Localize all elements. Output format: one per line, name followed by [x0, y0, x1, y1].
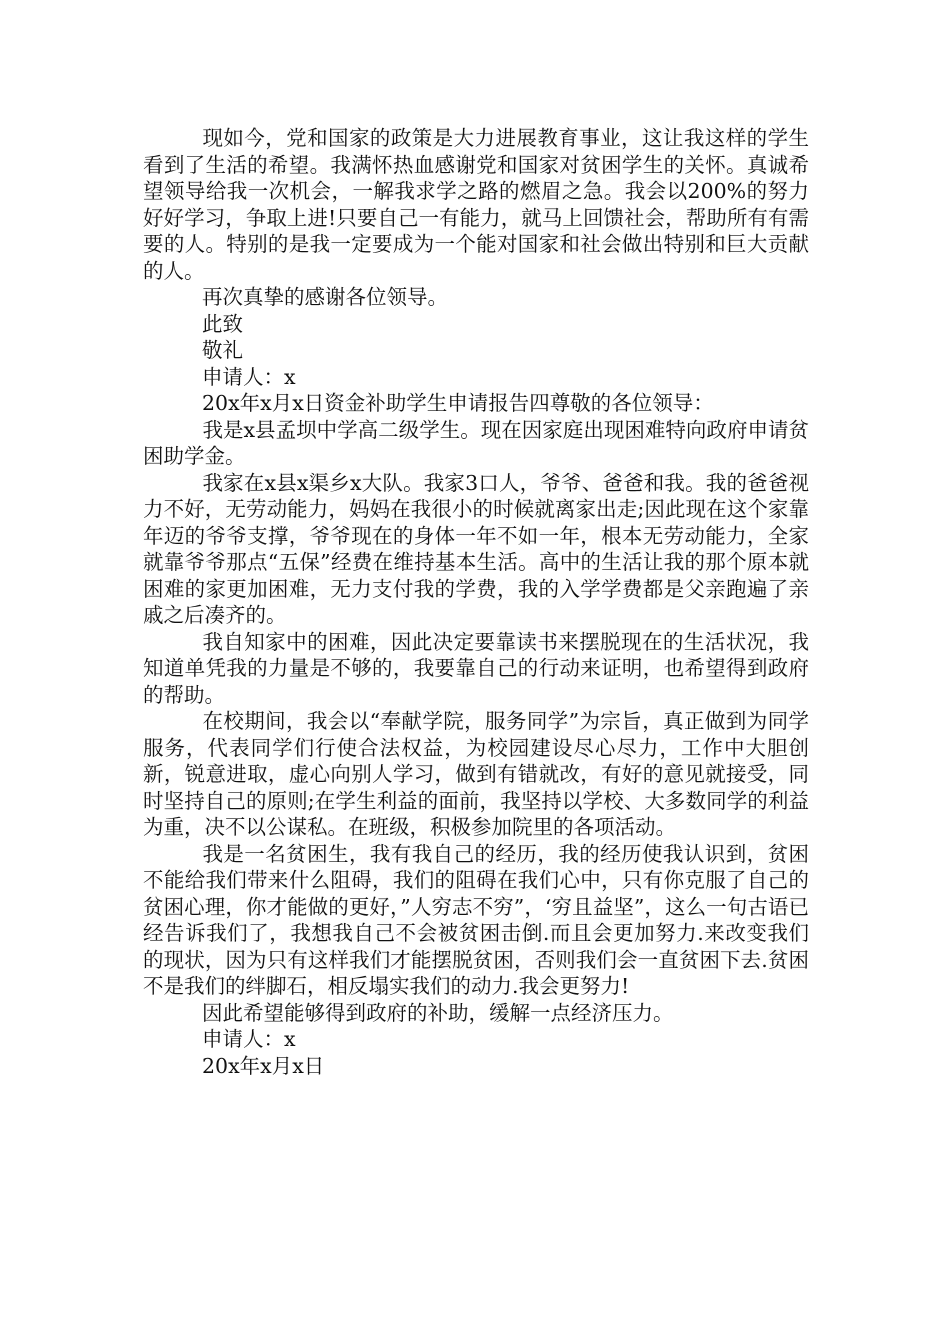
- paragraph-self-awareness: 我自知家中的困难，因此决定要靠读书来摆脱现在的生活状况，我知道单凭我的力量是不够的，我要靠自己的行动来证明，也希望得到政府的帮助。: [143, 629, 809, 707]
- paragraph-family: 我家在x县x渠乡x大队。我家3口人，爷爷、爸爸和我。我的爸爸视力不好，无劳动能力，妈妈在我很小的时候就离家出走;因此现在这个家靠年迈的爷爷支撑，爷爷现在的身体一年不如一年，根本无劳动能力，全家就靠爷爷那点“五保”经费在维持基本生活。高中的生活让我的那个原本就困难的家更加困难，无力支付我的学费，我的入学学费都是父亲跑遍了亲戚之后凑齐的。: [143, 470, 809, 627]
- paragraph-school-service: 在校期间，我会以“奉献学院，服务同学”为宗旨，真正做到为同学服务，代表同学们行使合法权益，为校园建设尽心尽力，工作中大胆创新，锐意进取，虚心向别人学习，做到有错就改，有好的意见就接受，同时坚持自己的原则;在学生利益的面前，我坚持以学校、大多数同学的利益为重，决不以公谋私。在班级，积极参加院里的各项活动。: [143, 709, 809, 839]
- paragraph-intro: 我是x县孟坝中学高二级学生。现在因家庭出现困难特向政府申请贫困助学金。: [143, 417, 809, 468]
- closing-jingli: 敬礼: [202, 338, 243, 362]
- date-line: 20x年x月x日: [202, 1053, 325, 1078]
- closing-cizhi: 此致: [202, 311, 243, 336]
- document-body: [143, 125, 809, 1079]
- paragraph-request: 因此希望能够得到政府的补助，缓解一点经济压力。: [202, 1000, 674, 1025]
- paragraph-thanks: 再次真挚的感谢各位领导。: [202, 285, 448, 309]
- paragraph-poverty: 我是一名贫困生，我有我自己的经历，我的经历使我认识到，贫困不能给我们带来什么阻碍，我们的阻碍在我们心中，只有你克服了自己的贫困心理，你才能做的更好，”人穷志不穷”，‘穷且益坚”，这么一句古语已经告诉我们了，我想我自己不会被贫困击倒.而且会更加努力.来改变我们的现状，因为只有这样我们才能摆脱贫困，否则我们会一直贫困下去.贫困不是我们的绊脚石，相反塌实我们的动力.我会更努力!: [143, 841, 809, 998]
- applicant-line-1: 申请人：x: [202, 364, 296, 389]
- date-and-heading-line: 20x年x月x日资金补助学生申请报告四尊敬的各位领导：: [202, 391, 714, 415]
- applicant-line-2: 申请人：x: [202, 1027, 296, 1051]
- paragraph-gratitude-policy: 现如今，党和国家的政策是大力进展教育事业，这让我这样的学生看到了生活的希望。我满怀热血感谢党和国家对贫困学生的关怀。真诚希望领导给我一次机会，一解我求学之路的燃眉之急。我会以200%的努力好好学习，争取上进!只要自己一有能力，就马上回馈社会，帮助所有有需要的人。特别的是我一定要成为一个能对国家和社会做出特别和巨大贡献的人。: [143, 126, 809, 283]
